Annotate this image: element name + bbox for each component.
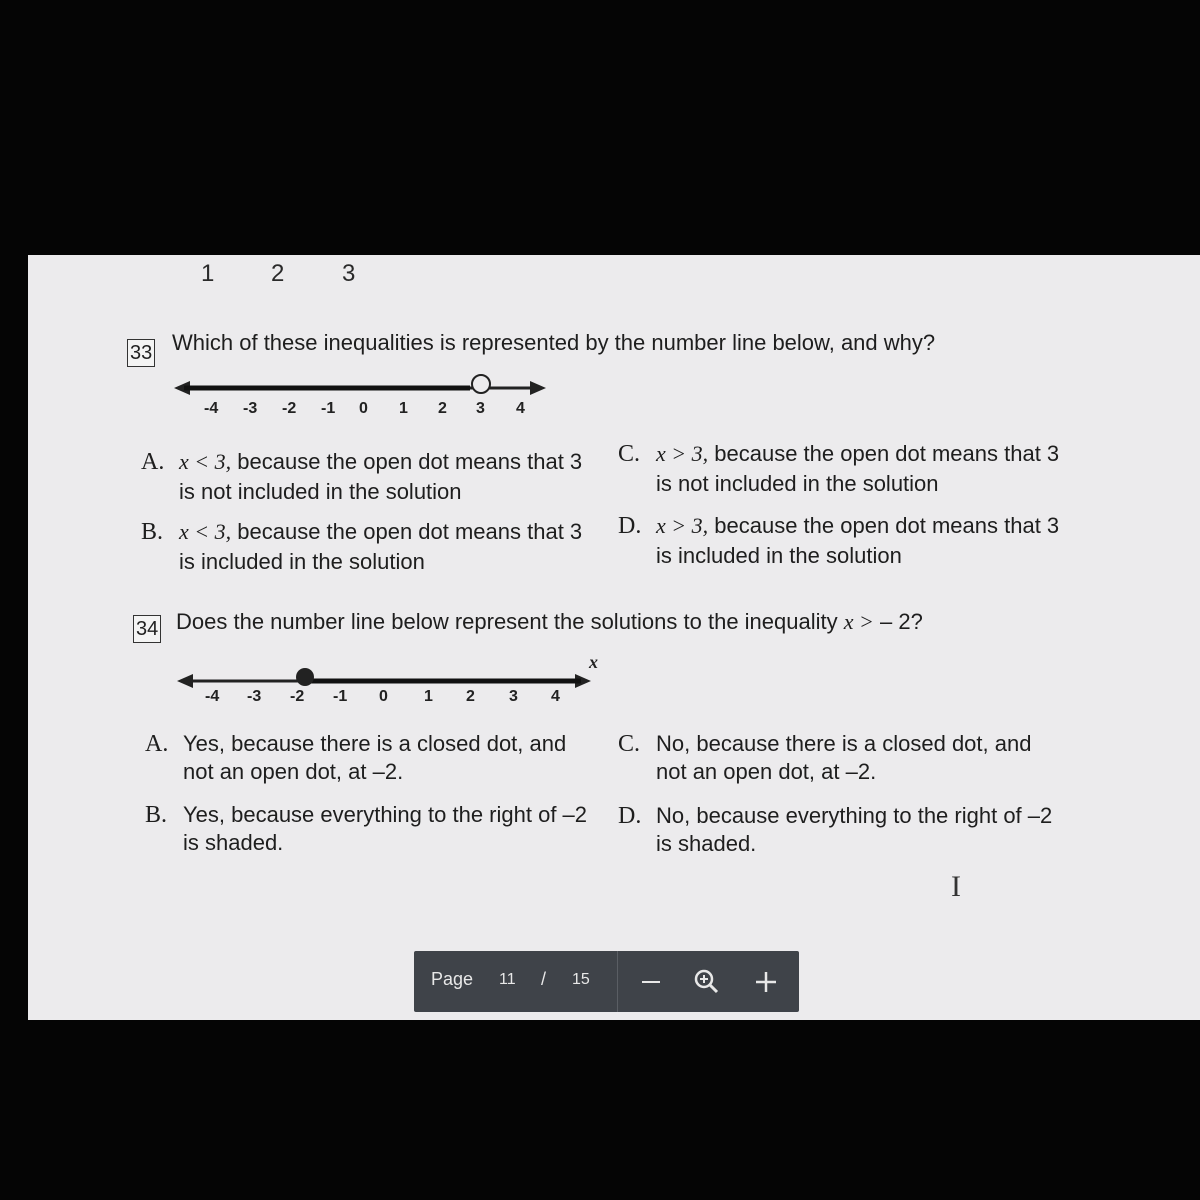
tick-label: -2 (290, 688, 305, 705)
tick-label: 2 (466, 688, 475, 705)
page-label: Page (431, 969, 474, 989)
option-34-b[interactable]: B. Yes, because everything to the right of –2 is shaded. (145, 802, 588, 855)
tick-label: 3 (476, 400, 485, 417)
number-line-33 (170, 373, 560, 417)
minus-icon (636, 966, 666, 996)
option-33-b[interactable]: B. x < 3, because the open dot means that 3 is included in the solution (141, 519, 583, 574)
option-letter: B. (145, 802, 168, 828)
option-letter: C. (618, 441, 641, 467)
option-34-c[interactable]: C. No, because there is a closed dot, and not an open dot, at –2. (618, 731, 1032, 784)
tick-label: 0 (379, 688, 388, 705)
plus-icon (751, 966, 781, 996)
option-letter: D. (618, 803, 642, 829)
zoom-button[interactable] (691, 966, 721, 996)
tick-label: -2 (282, 400, 297, 417)
tick-label: 4 (516, 400, 525, 417)
zoom-icon (691, 966, 721, 996)
tick-label: -3 (243, 400, 258, 417)
page-separator: / (541, 969, 547, 989)
document-viewer (28, 255, 1200, 1020)
tick-label: -1 (333, 688, 348, 705)
tick-label: 1 (399, 400, 408, 417)
option-letter: A. (141, 449, 165, 475)
option-letter: B. (141, 519, 164, 545)
question-number-33: 33 (127, 339, 155, 367)
tick-label: -1 (321, 400, 336, 417)
tick-label: 0 (359, 400, 368, 417)
question-33-prompt: Which of these inequalities is represented by the number line below, and why? (172, 330, 936, 355)
right-arrow-icon (530, 381, 546, 395)
zoom-out-button[interactable] (636, 966, 666, 996)
current-page-input[interactable]: 11 (499, 971, 516, 988)
option-34-a[interactable]: A. Yes, because there is a closed dot, and not an open dot, at –2. (145, 731, 567, 784)
text-cursor-icon: I (951, 870, 961, 903)
option-letter: C. (618, 731, 641, 757)
question-number-34: 34 (133, 615, 161, 643)
zoom-in-button[interactable] (751, 966, 781, 996)
prev-tick-label: 1 (201, 260, 215, 287)
option-letter: A. (145, 731, 169, 757)
number-line-34 (173, 650, 603, 710)
page-toolbar (414, 951, 799, 1012)
tick-label: 1 (424, 688, 433, 705)
total-pages: 15 (572, 971, 590, 988)
prev-tick-label: 3 (342, 260, 356, 287)
toolbar-divider (617, 951, 618, 1012)
option-33-d[interactable]: D. x > 3, because the open dot means that 3 is included in the solution (618, 513, 1060, 568)
variable-label: x (589, 652, 598, 672)
tick-label: -3 (247, 688, 262, 705)
question-34-prompt: Does the number line below represent the solutions to the inequality x > – 2? (176, 609, 923, 634)
tick-label: 3 (509, 688, 518, 705)
left-arrow-icon (177, 674, 193, 688)
option-33-a[interactable]: A. x < 3, because the open dot means that 3 is not included in the solution (141, 449, 583, 504)
option-34-d[interactable]: D. No, because everything to the right of –2 is shaded. (618, 803, 1053, 856)
tick-label: 4 (551, 688, 560, 705)
closed-dot (296, 668, 314, 686)
tick-label: -4 (204, 400, 219, 417)
option-letter: D. (618, 513, 642, 539)
open-dot (472, 375, 490, 393)
option-33-c[interactable]: C. x > 3, because the open dot means that 3 is not included in the solution (618, 441, 1060, 496)
tick-label: 2 (438, 400, 447, 417)
prev-tick-label: 2 (271, 260, 285, 287)
tick-label: -4 (205, 688, 220, 705)
